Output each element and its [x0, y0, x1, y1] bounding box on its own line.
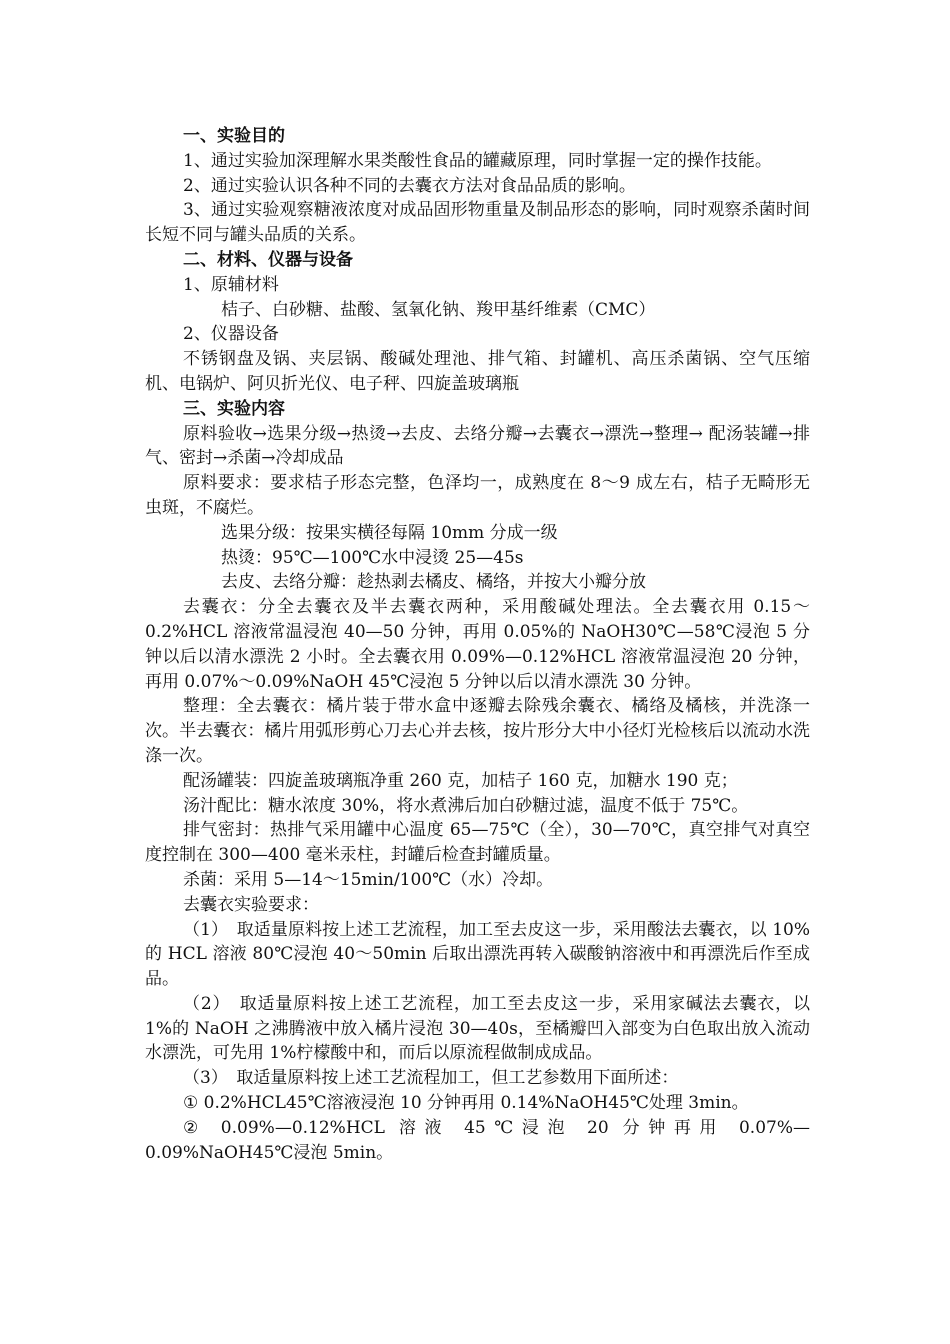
requirement-2: （2） 取适量原料按上述工艺流程，加工至去皮这一步，采用家碱法去囊衣，以 1%的 NaOH 之沸腾液中放入橘片浸泡 30—40s，至橘瓣凹入部变为白色取出放入流动水漂洗，可先用 1%柠檬酸中和，而后以原流程做制成成品。	[145, 993, 810, 1064]
materials-subheading: 1、原辅材料	[183, 274, 279, 295]
capsule-removal-step: 去囊衣：分全去囊衣及半去囊衣两种，采用酸碱处理法。全去囊衣用 0.15～0.2%HCL 溶液常温浸泡 40—50 分钟，再用 0.05%的 NaOH30℃—58℃浸泡 5 分钟以后以清水漂洗 2 小时。全去囊衣用 0.09%—0.12%HCL 溶液常温浸泡 20 分钟，再用 0.07%～0.09%NaOH 45℃浸泡 5 分钟以后以清水漂洗 30 分钟。	[145, 597, 810, 692]
requirement-3b: ② 0.09%—0.12%HCL 溶液 45℃浸泡 20 分钟再用 0.07%—0.09%NaOH45℃浸泡 5min。	[145, 1117, 810, 1163]
requirement-1: （1） 取适量原料按上述工艺流程，加工至去皮这一步，采用酸法去囊衣，以 10%的 HCL 溶液 80℃浸泡 40～50min 后取出漂洗再转入碳酸钠溶液中和再漂洗后作至成品。	[145, 919, 810, 990]
process-flow: 原料验收→选果分级→热烫→去皮、去络分瓣→去囊衣→漂洗→整理→ 配汤装罐→排气、密封→杀菌→冷却成品	[145, 423, 810, 469]
objective-3: 3、通过实验观察糖液浓度对成品固形物重量及制品形态的影响，同时观察杀菌时间长短不同与罐头品质的关系。	[145, 200, 810, 246]
objective-2: 2、通过实验认识各种不同的去囊衣方法对食品品质的影响。	[183, 175, 636, 196]
filling-step: 配汤罐装：四旋盖玻璃瓶净重 260 克，加桔子 160 克，加糖水 190 克；	[183, 770, 738, 791]
section2-heading: 二、材料、仪器与设备	[183, 249, 353, 270]
exhaust-sealing-step: 排气密封：热排气采用罐中心温度 65—75℃（全），30—70℃，真空排气对真空度控制在 300—400 毫米汞柱，封罐后检查封罐质量。	[145, 820, 810, 866]
equipment-subheading: 2、仪器设备	[183, 324, 279, 345]
blanching-step: 热烫：95℃—100℃水中浸烫 25—45s	[221, 547, 524, 568]
raw-material-requirement: 原料要求：要求桔子形态完整，色泽均一，成熟度在 8～9 成左右，桔子无畸形无虫斑，不腐烂。	[145, 473, 810, 518]
equipment-list: 不锈钢盘及锅、夹层锅、酸碱处理池、排气箱、封罐机、高压杀菌锅、空气压缩机、电锅炉、阿贝折光仪、电子秤、四旋盖玻璃瓶	[145, 349, 810, 394]
section1-heading: 一、实验目的	[183, 126, 285, 146]
section3-heading: 三、实验内容	[183, 398, 285, 419]
requirement-3a: ① 0.2%HCL45℃溶液浸泡 10 分钟再用 0.14%NaOH45℃处理 3min。	[183, 1093, 749, 1114]
syrup-step: 汤汁配比：糖水浓度 30%，将水煮沸后加白砂糖过滤，温度不低于 75℃。	[183, 795, 749, 816]
sterilization-step: 杀菌：采用 5—14～15min/100℃（水）冷却。	[183, 869, 554, 890]
grading-step: 选果分级：按果实横径每隔 10mm 分成一级	[221, 522, 558, 543]
document-page	[145, 124, 810, 1165]
capsule-requirements-heading: 去囊衣实验要求：	[183, 894, 319, 915]
materials-list: 桔子、白砂糖、盐酸、氢氧化钠、羧甲基纤维素（CMC）	[221, 299, 656, 320]
requirement-3: （3） 取适量原料按上述工艺流程加工，但工艺参数用下面所述：	[183, 1068, 679, 1089]
trimming-step: 整理：全去囊衣：橘片装于带水盒中逐瓣去除残余囊衣、橘络及橘核，并洗涤一次。半去囊衣：橘片用弧形剪心刀去心并去核，按片形分大中小径灯光检核后以流动水洗涤一次。	[145, 696, 810, 766]
objective-1: 1、通过实验加深理解水果类酸性食品的罐藏原理，同时掌握一定的操作技能。	[183, 150, 772, 171]
peeling-step: 去皮、去络分瓣：趁热剥去橘皮、橘络，并按大小瓣分放	[221, 572, 646, 593]
